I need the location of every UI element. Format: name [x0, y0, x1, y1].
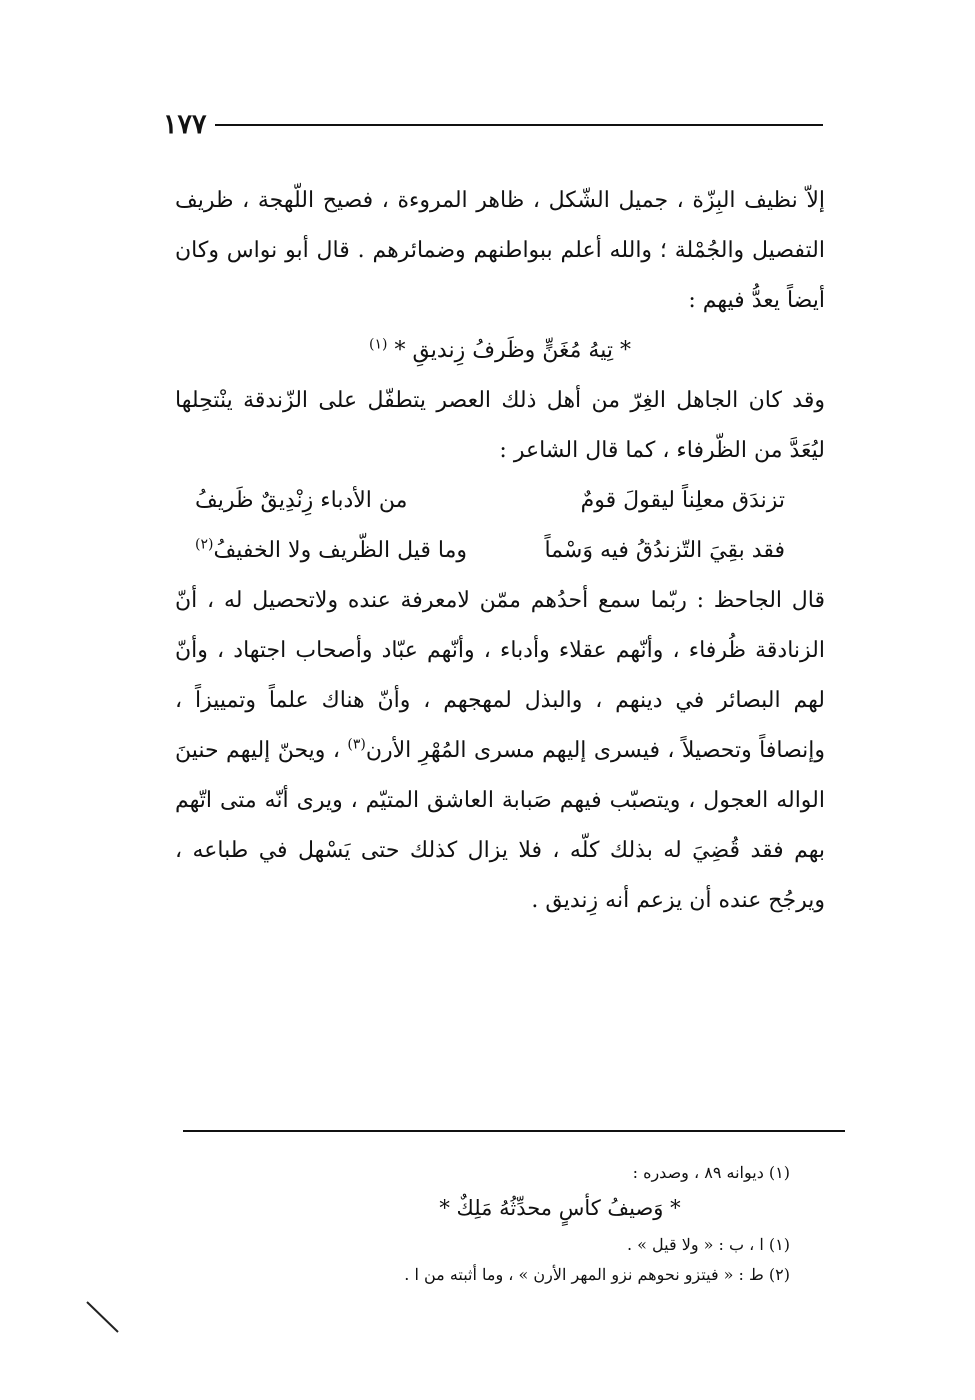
paragraph-3	[175, 576, 825, 926]
footnote-ref-2: (٢)	[195, 536, 214, 553]
main-text	[175, 176, 825, 926]
pen-stroke-mark	[85, 1300, 121, 1334]
paragraph-3-part-2: ، ويحنّ إليهم حنينَ الواله العجول ، ويتصبّب فيهم صَبابة العاشق المتيّم ، ويرى أنّه متى اتّهم بهم فقد قُضِيَ له بذلك كلّه ، فلا يزال كذلك حتى يَسْهل في طباعه ، ويرجُح عنده أن يزعم أنه زِنديق .	[175, 738, 825, 913]
footnotes	[330, 1158, 790, 1290]
footnote-1-verse: * وَصيفُ كأسٍ محدِّثُهُ مَلِكٌ *	[439, 1196, 681, 1220]
verse-line-2	[175, 526, 825, 576]
verse-line-1	[175, 476, 825, 526]
paragraph-1: إلاّ نظيف البِزّة ، جميل الشّكل ، ظاهر المروءة ، فصيح اللّهجة ، ظريف التفصيل والجُمْلة ؛ والله أعلم ببواطنهم وضمائرهم . قال أبو نواس وكان أيضاً يعدُّ فيهم :	[175, 188, 825, 313]
footnote-ref-3: (٣)	[347, 736, 366, 753]
paragraph-2: وقد كان الجاهل الغِرّ من أهل ذلك العصر يتطفّل على الزّندقة ينْتحِلها ليُعَدَّ من الظّرفاء ، كما قال الشاعر :	[175, 388, 825, 463]
page-header	[163, 110, 823, 140]
footnote-2: (١) ا ، ب : « ولا قيل » .	[626, 1235, 790, 1254]
footnote-1-intro: (١) ديوانه ٨٩ ، وصدره :	[632, 1163, 790, 1182]
footnote-rule	[183, 1130, 845, 1132]
hemistich-text: * تِيهُ مُغَنٍّ وظَرفُ زِنديقِ *	[394, 338, 631, 363]
verse-1-second-hemistich: من الأدباء زِنْدِيقٌ ظَريفُ	[195, 488, 408, 513]
page-number: ١٧٧	[163, 109, 207, 140]
paragraph-3-part-1: قال الجاحظ : ربّما سمع أحدُهم ممّن لامعرفة عنده ولاتحصيل له ، أنّ الزنادقة ظُرفاء ، وأنّهم عقلاء وأدباء ، وأنّهم عبّاد وأصحاب اجتهاد ، وأنّ لهم البصائر في دينهم ، والبذل لمهجهم ، وأنّ هناك علماً وتمييزاً ، وإنصافاً وتحصيلاً ، فيسرى إليهم مسرى المُهْرِ الأرن	[175, 588, 826, 763]
header-rule	[215, 124, 823, 126]
footnote-3: (٢) ط : « فيتزو نحوهم نزو المهر الأرن » ، وما أثبته من ا .	[404, 1265, 790, 1284]
verse-2-first-hemistich: فقد بقِيَ التّزندُقُ فيه وَسْماً	[544, 538, 785, 563]
verse-2-second-hemistich: وما قيل الظّريف ولا الخفيفُ	[213, 538, 467, 563]
quoted-hemistich	[175, 326, 825, 376]
footnote-ref-1: (١)	[369, 336, 388, 353]
verse-2-second-hemistich-group	[195, 526, 467, 576]
verse-1-first-hemistich: تزندَق معلِناً ليقولَ قومٌ	[580, 488, 785, 513]
